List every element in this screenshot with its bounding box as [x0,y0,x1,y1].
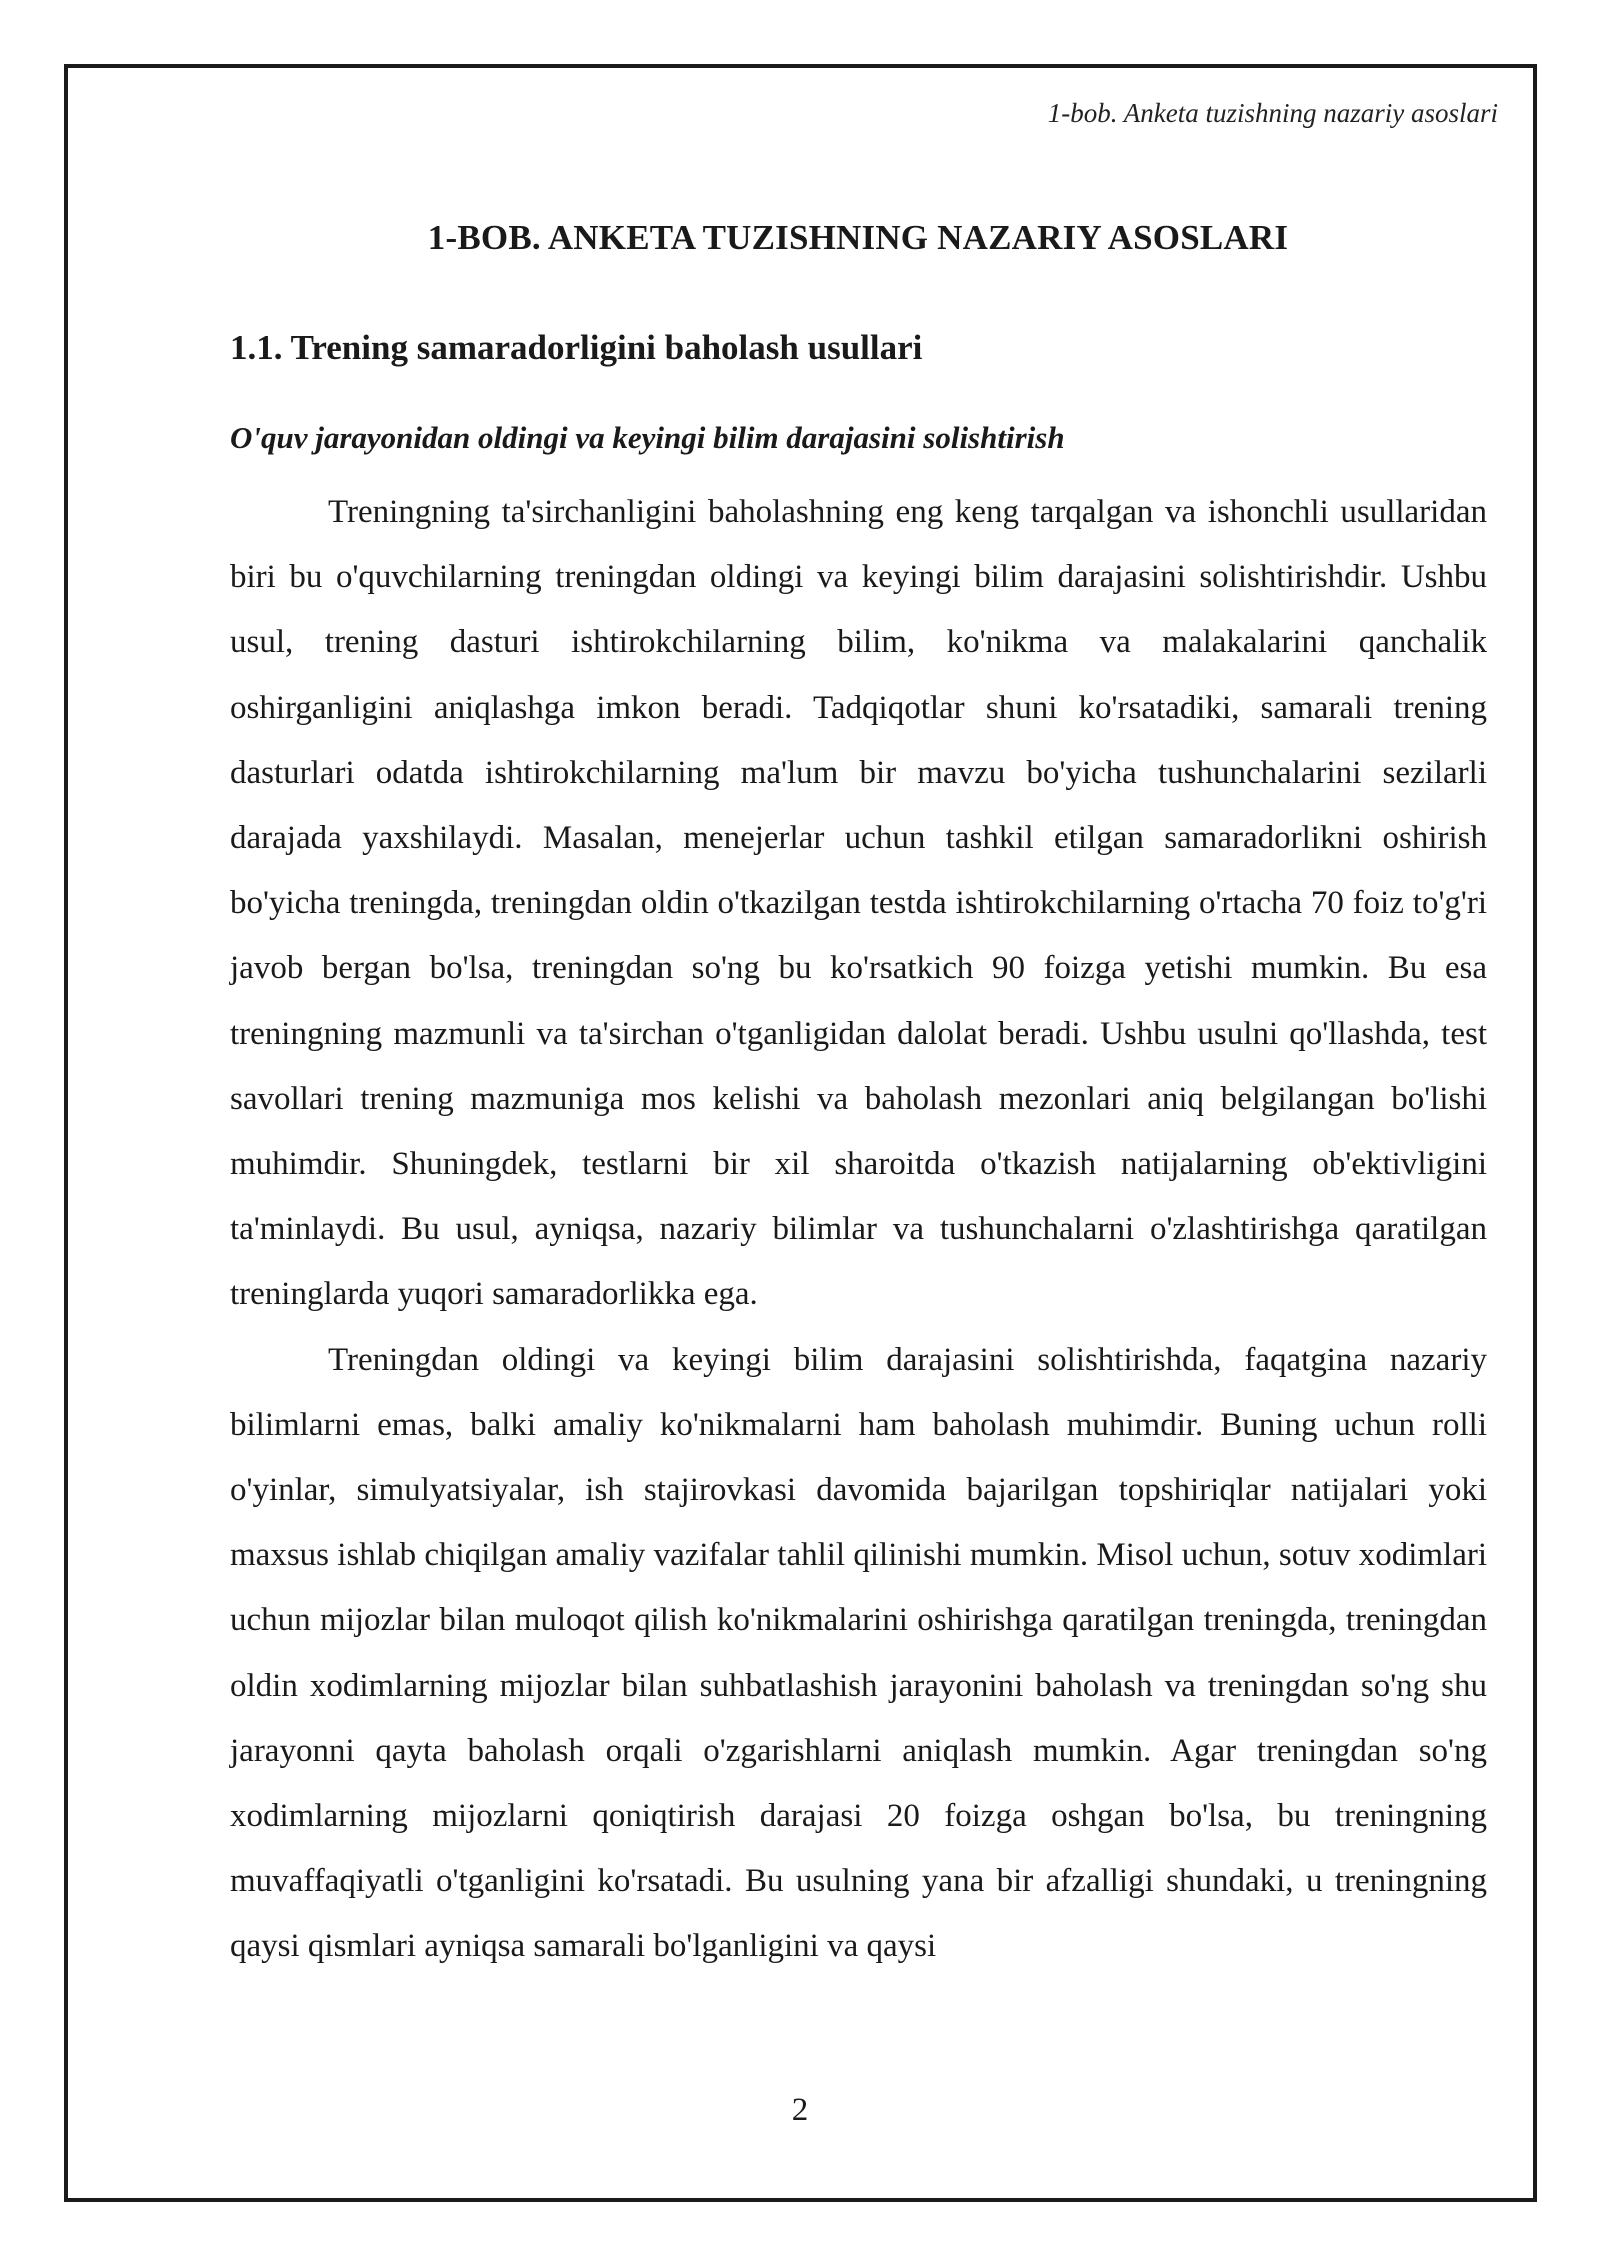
page-number: 2 [791,2092,809,2128]
paragraph: Treningning ta'sirchanligini baholashning eng keng tarqalgan va ishonchli usullaridan biri bu o'quvchilarning treningdan oldingi va keyingi bilim darajasini solishtirishdir. Ushbu usul, trening dasturi ishtirokchilarning bilim, ko'nikma va malakalarini qanchalik oshirganligini aniqlashga imkon beradi. Tadqiqotlar shuni ko'rsatadiki, samarali trening dasturlari odatda ishtirokchilarning ma'lum bir mavzu bo'yicha tushunchalarini sezilarli darajada yaxshilaydi. Masalan, menejerlar uchun tashkil etilgan samaradorlikni oshirish bo'yicha treningda, treningdan oldin o'tkazilgan testda ishtirokchilarning o'rtacha 70 foiz to'g'ri javob bergan bo'lsa, treningdan so'ng bu ko'rsatkich 90 foizga yetishi mumkin. Bu esa treningning mazmunli va ta'sirchan o'tganligidan dalolat beradi. Ushbu usulni qo'llashda, test savollari trening mazmuniga mos kelishi va baholash mezonlari aniq belgilangan bo'lishi muhimdir. Shuningdek, testlarni bir xil sharoitda o'tkazish natijalarning ob'ektivligini ta'minlaydi. Bu usul, ayniqsa, nazariy bilimlar va tushunchalarni o'zlashtirishga qaratilgan treninglarda yuqori samaradorlikka ega. [230,494,1487,1313]
paragraph: Treningdan oldingi va keyingi bilim darajasini solishtirishda, faqatgina nazariy bilimlarni emas, balki amaliy ko'nikmalarni ham baholash muhimdir. Buning uchun rolli o'yinlar, simulyatsiyalar, ish stajirovkasi davomida bajarilgan topshiriqlar natijalari yoki maxsus ishlab chiqilgan amaliy vazifalar tahlil qilinishi mumkin. Misol uchun, sotuv xodimlari uchun mijozlar bilan muloqot qilish ko'nikmalarini oshirishga qaratilgan treningda, treningdan oldin xodimlarning mijozlar bilan suhbatlashish jarayonini baholash va treningdan so'ng shu jarayonni qayta baholash orqali o'zgarishlarni aniqlash mumkin. Agar treningdan so'ng xodimlarning mijozlarni qoniqtirish darajasi 20 foizga oshgan bo'lsa, bu treningning muvaffaqiyatli o'tganligini ko'rsatadi. Bu usulning yana bir afzalligi shundaki, u treningning qaysi qismlari ayniqsa samarali bo'lganligini va qaysi [230,1341,1487,1965]
subsection-title: O'quv jarayonidan oldingi va keyingi bilim darajasini solishtirish [230,420,1065,455]
running-header: 1-bob. Anketa tuzishning nazariy asoslari [1047,98,1498,128]
body-text [230,480,1487,1980]
chapter-title: 1-BOB. ANKETA TUZISHNING NAZARIY ASOSLARI [427,218,1289,257]
section-title: 1.1. Trening samaradorligini baholash usullari [230,328,923,367]
